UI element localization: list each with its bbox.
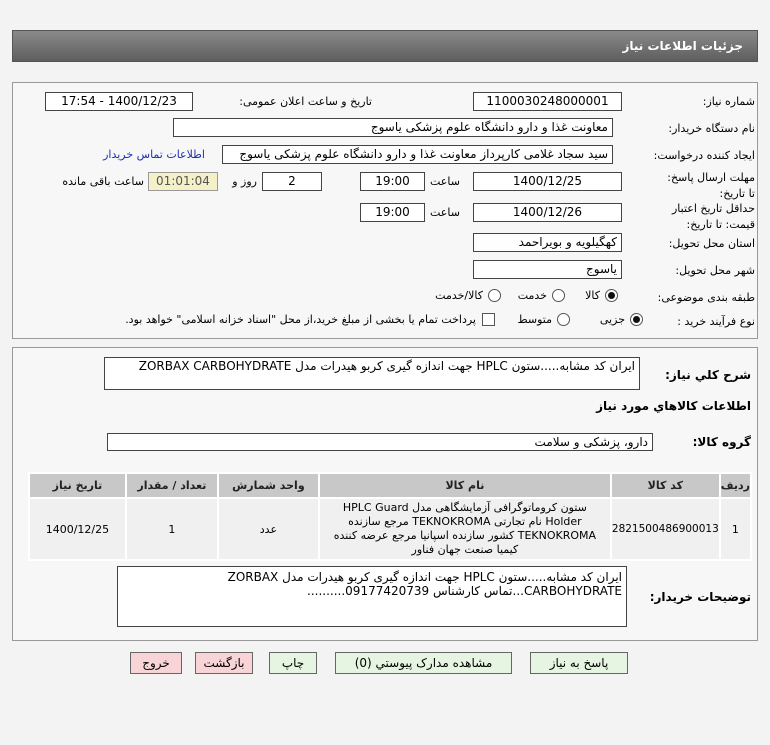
process-label: نوع فرآیند خرید : [677, 315, 755, 328]
validity-time-field: 19:00 [360, 203, 425, 222]
payment-note: پرداخت تمام یا بخشی از مبلغ خرید،از محل "اسناد خزانه اسلامی" خواهد بود. [125, 313, 476, 326]
exit-button[interactable]: خروج [130, 652, 182, 674]
summary-field: ایران کد مشابه.....ستون HPLC جهت اندازه گیری کربو هیدرات مدل ZORBAX CARBOHYDRATE [104, 357, 640, 390]
days-label: روز و [232, 175, 257, 188]
announce-label: تاریخ و ساعت اعلان عمومی: [239, 95, 372, 108]
notes-label: توضیحات خریدار: [649, 590, 751, 604]
page-title: جزئیات اطلاعات نیاز [622, 39, 743, 53]
need-number-label: شماره نیاز: [702, 95, 755, 108]
col-row: ردیف [720, 473, 751, 498]
remaining-label: ساعت باقی مانده [62, 175, 144, 188]
category-goods-label: کالا [585, 289, 600, 302]
category-service-radio[interactable] [552, 289, 565, 302]
group-label: گروه کالا: [692, 435, 751, 449]
summary-label: شرح کلي نياز: [665, 368, 751, 382]
category-goods-radio[interactable] [605, 289, 618, 302]
notes-field: ایران کد مشابه.....ستون HPLC جهت اندازه گیری کربو هیدرات مدل ZORBAX CARBOHYDRATE...تماس کارشناس 09177420739.......... [117, 566, 627, 627]
province-field: کهگیلویه و بویراحمد [473, 233, 622, 252]
creator-field: سید سجاد غلامی کارپرداز معاونت غذا و دارو دانشگاه علوم پزشکی یاسوج [222, 145, 613, 164]
deadline-label: مهلت ارسال پاسخ: تا تاریخ: [667, 171, 755, 200]
validity-label: حداقل تاریخ اعتبار قیمت: تا تاریخ: [671, 202, 755, 231]
validity-time-label: ساعت [430, 206, 460, 219]
validity-date-field: 1400/12/26 [473, 203, 622, 222]
category-label: طبقه بندی موضوعی: [657, 291, 755, 304]
cell-code: 2821500486900013 [611, 498, 720, 560]
table-row [29, 498, 751, 560]
creator-label: ایجاد کننده درخواست: [653, 149, 755, 162]
city-label: شهر محل تحویل: [675, 264, 755, 277]
deadline-date-field: 1400/12/25 [473, 172, 622, 191]
city-field: یاسوج [473, 260, 622, 279]
deadline-time-label: ساعت [430, 175, 460, 188]
category-service-label: خدمت [517, 289, 547, 302]
process-minor-label: جزیی [599, 313, 625, 326]
back-button[interactable]: بازگشت [195, 652, 253, 674]
process-minor-radio[interactable] [630, 313, 643, 326]
category-goods-service-radio[interactable] [488, 289, 501, 302]
print-button[interactable]: چاپ [269, 652, 317, 674]
deadline-time-field: 19:00 [360, 172, 425, 191]
buyer-label: نام دستگاه خریدار: [668, 122, 755, 135]
goods-table [28, 472, 752, 561]
days-field: 2 [262, 172, 322, 191]
page-header [12, 30, 758, 62]
treasury-payment-checkbox[interactable] [482, 313, 495, 326]
need-number-field: 1100030248000001 [473, 92, 622, 111]
col-unit: واحد شمارش [218, 473, 319, 498]
col-date: تاریخ نیاز [29, 473, 126, 498]
buyer-field: معاونت غذا و دارو دانشگاه علوم پزشکی یاسوج [173, 118, 613, 137]
cell-row: 1 [720, 498, 751, 560]
remaining-time-field: 01:01:04 [148, 172, 218, 191]
attachments-button[interactable]: مشاهده مدارک پیوستي (0) [335, 652, 512, 674]
cell-name: ستون کروماتوگرافی آزمایشگاهی مدل HPLC Guard Holder نام تجارتی TEKNOKROMA مرجع سازنده TEKNOKROMA کشور سازنده اسپانیا مرجع عرضه کننده کیمیا صنعت جهان فناور [319, 498, 611, 560]
category-goods-service-label: کالا/خدمت [435, 289, 483, 302]
process-medium-radio[interactable] [557, 313, 570, 326]
cell-qty: 1 [126, 498, 218, 560]
group-field: دارو، پزشکی و سلامت [107, 433, 653, 451]
contact-buyer-link[interactable]: اطلاعات تماس خریدار [103, 148, 205, 161]
province-label: استان محل تحویل: [668, 237, 755, 250]
col-name: نام کالا [319, 473, 611, 498]
reply-button[interactable]: پاسخ به نیاز [530, 652, 628, 674]
goods-title: اطلاعات كالاهاي مورد نياز [596, 399, 751, 413]
announce-field: 1400/12/23 - 17:54 [45, 92, 193, 111]
process-medium-label: متوسط [517, 313, 552, 326]
cell-unit: عدد [218, 498, 319, 560]
col-code: کد کالا [611, 473, 720, 498]
cell-date: 1400/12/25 [29, 498, 126, 560]
col-qty: تعداد / مقدار [126, 473, 218, 498]
